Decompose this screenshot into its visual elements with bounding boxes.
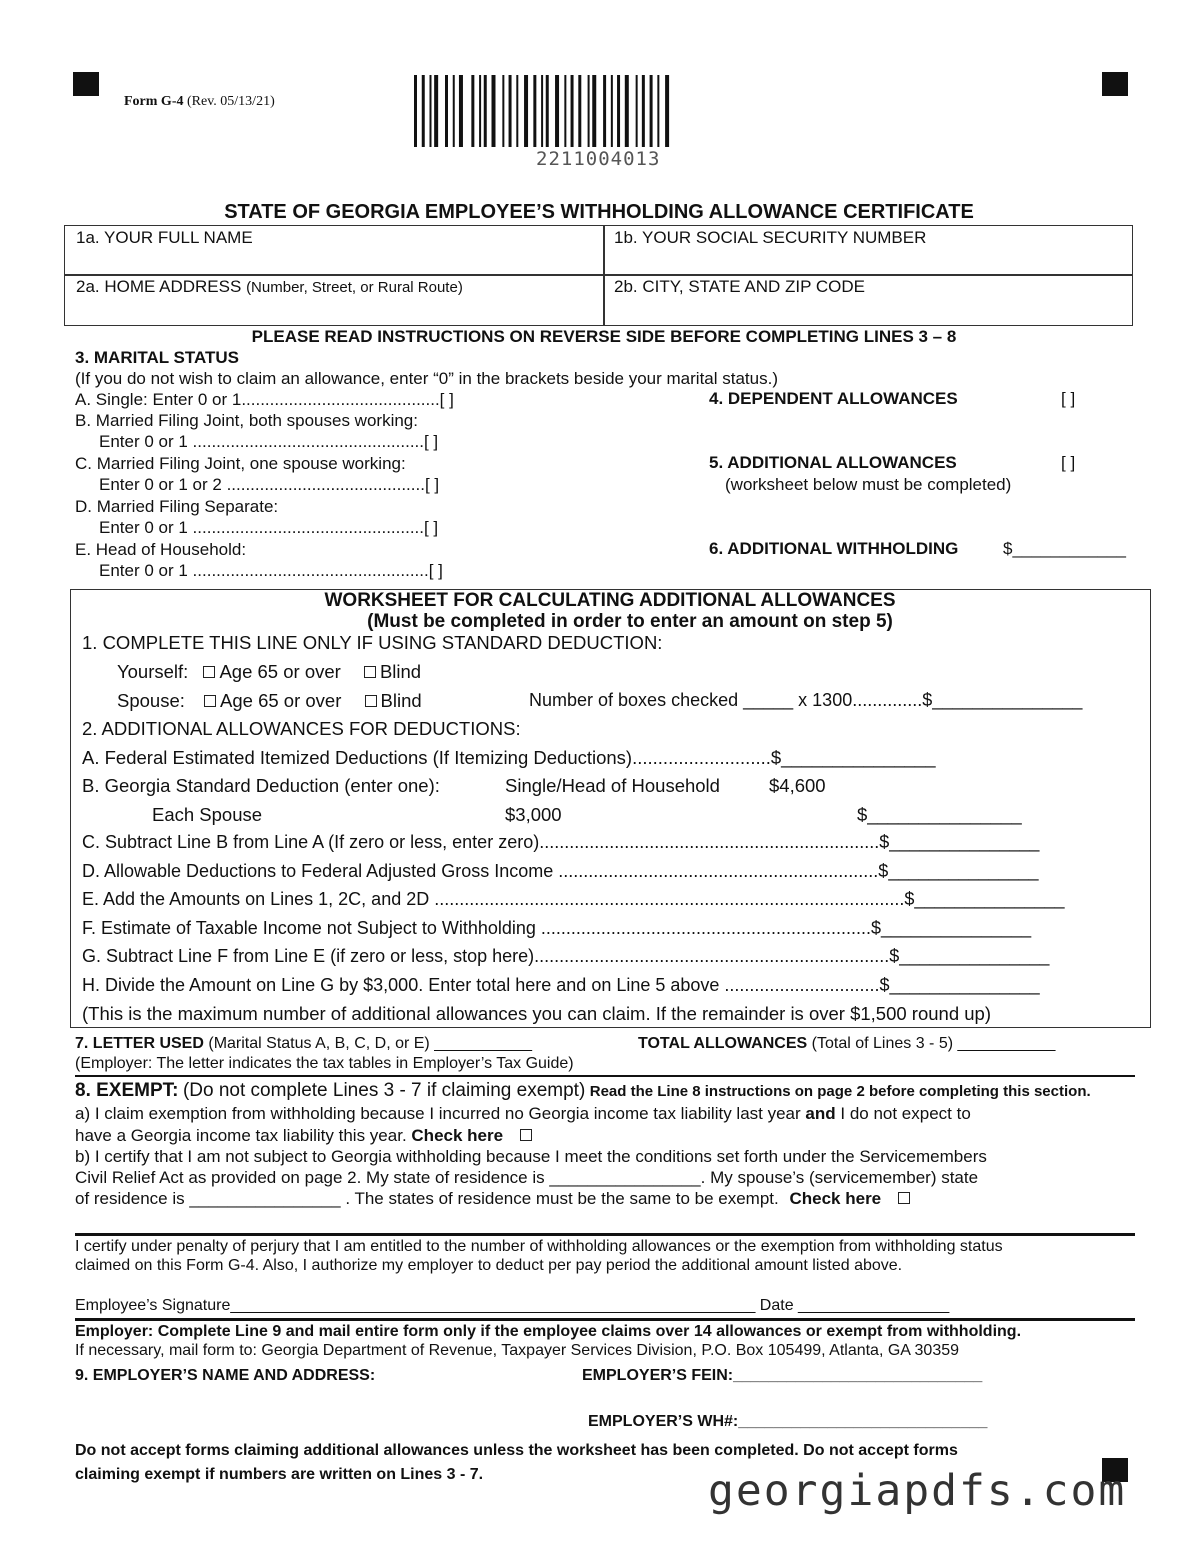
exempt-b-checkbox[interactable] bbox=[898, 1192, 910, 1204]
dependent-allowances-input[interactable]: [ ] bbox=[1061, 389, 1076, 408]
barcode-bar bbox=[471, 75, 474, 147]
worksheet-subtitle: (Must be completed in order to enter an amount on step 5) bbox=[367, 611, 893, 632]
watermark: georgiapdfs.com bbox=[708, 1466, 1127, 1516]
worksheet-line-2e[interactable]: E. Add the Amounts on Lines 1, 2C, and 2D ..............................................................................................$_______________ bbox=[82, 889, 1065, 909]
employer-name-address[interactable]: 9. EMPLOYER’S NAME AND ADDRESS: bbox=[75, 1367, 376, 1384]
employer-mail-address: If necessary, mail form to: Georgia Department of Revenue, Taxpayer Services Division, P.O. Box 105499, Atlanta, GA 30359 bbox=[75, 1342, 960, 1359]
letter-used-line[interactable]: 7. LETTER USED (Marital Status A, B, C, D, or E) ___________ bbox=[75, 1035, 533, 1052]
city-state-zip-field[interactable]: 2b. CITY, STATE AND ZIP CODE bbox=[614, 277, 865, 296]
additional-allowances-input[interactable]: [ ] bbox=[1061, 453, 1076, 472]
barcode-bar bbox=[502, 75, 504, 147]
barcode-bar bbox=[524, 75, 528, 147]
barcode-bar bbox=[650, 75, 653, 147]
barcode-bar bbox=[479, 75, 481, 147]
yourself-blind-checkbox[interactable] bbox=[364, 666, 376, 678]
marital-status-note: (If you do not wish to claim an allowance, enter “0” in the brackets beside your marital status.) bbox=[75, 369, 778, 388]
worksheet-line-2g[interactable]: G. Subtract Line F from Line E (if zero or less, stop here).......................................................................$_______________ bbox=[82, 946, 1050, 966]
worksheet-yourself-row: Yourself: Age 65 or over Blind bbox=[117, 661, 422, 682]
additional-withholding-label: 6. ADDITIONAL WITHHOLDING bbox=[709, 539, 959, 558]
barcode-bar bbox=[555, 75, 559, 147]
employer-warning-2: claiming exempt if numbers are written on Lines 3 - 7. bbox=[75, 1466, 484, 1483]
spouse-blind-checkbox[interactable] bbox=[365, 695, 377, 707]
barcode-bar bbox=[453, 75, 455, 147]
exempt-heading: 8. EXEMPT: (Do not complete Lines 3 - 7 if claiming exempt) Read the Line 8 instructions on page 2 before completing this section. bbox=[75, 1080, 1091, 1101]
employer-instruction: Employer: Complete Line 9 and mail entire form only if the employee claims over 14 allowances or exempt from withholding. bbox=[75, 1323, 1022, 1340]
barcode-bar bbox=[516, 75, 518, 147]
form-name: Form G-4 bbox=[124, 94, 184, 109]
worksheet-note: (This is the maximum number of additional allowances you can claim. If the remainder is over $1,500 round up) bbox=[82, 1003, 991, 1024]
dependent-allowances-label: 4. DEPENDENT ALLOWANCES bbox=[709, 389, 958, 408]
marital-mfs-label: D. Married Filing Separate: bbox=[75, 497, 279, 516]
worksheet-spouse-row: Spouse: Age 65 or over Blind bbox=[117, 690, 422, 711]
standard-each-spouse-amount: $3,000 bbox=[505, 804, 562, 825]
barcode-bar bbox=[564, 75, 566, 147]
additional-withholding-input[interactable]: $____________ bbox=[1003, 539, 1126, 558]
barcode-bar bbox=[541, 75, 543, 147]
marital-mfj-one[interactable]: Enter 0 or 1 or 2 ..........................................[ ] bbox=[99, 475, 440, 494]
marital-mfj-both-label: B. Married Filing Joint, both spouses working: bbox=[75, 411, 418, 430]
instructions-banner: PLEASE READ INSTRUCTIONS ON REVERSE SIDE BEFORE COMPLETING LINES 3 – 8 bbox=[251, 327, 957, 346]
ssn-field[interactable]: 1b. YOUR SOCIAL SECURITY NUMBER bbox=[614, 228, 927, 247]
barcode-bar bbox=[603, 75, 606, 147]
worksheet-line-2: 2. ADDITIONAL ALLOWANCES FOR DEDUCTIONS: bbox=[82, 718, 521, 739]
barcode-bar bbox=[657, 75, 659, 147]
exempt-b-line1: b) I certify that I am not subject to Georgia withholding because I meet the conditions set forth under the Servicemembers bbox=[75, 1147, 987, 1166]
barcode-bar bbox=[430, 75, 432, 147]
barcode-bar bbox=[588, 75, 590, 147]
marital-mfs[interactable]: Enter 0 or 1 .................................................[ ] bbox=[99, 518, 439, 537]
barcode-bar bbox=[445, 75, 448, 147]
exempt-b-line2[interactable]: Civil Relief Act as provided on page 2. My state of residence is ________________. My spouse’s (servicemember) state bbox=[75, 1168, 979, 1187]
exempt-b-line3[interactable]: of residence is ________________ . The states of residence must be the same to be exempt. Check here bbox=[75, 1189, 914, 1209]
standard-single: Single/Head of Household bbox=[505, 775, 720, 796]
employer-warning-1: Do not accept forms claiming additional allowances unless the worksheet has been completed. Do not accept forms bbox=[75, 1442, 958, 1459]
standard-each-spouse: Each Spouse bbox=[152, 804, 263, 825]
certify-line-1: I certify under penalty of perjury that I am entitled to the number of withholding allowances or the exemption from withholding status bbox=[75, 1238, 1003, 1255]
employer-wh[interactable]: EMPLOYER’S WH#:____________________________ bbox=[588, 1413, 988, 1430]
worksheet-line-2a[interactable]: A. Federal Estimated Itemized Deductions (If Itemizing Deductions)...........................$_______________ bbox=[82, 747, 936, 768]
letter-employer-note: (Employer: The letter indicates the tax tables in Employer’s Tax Guide) bbox=[75, 1055, 574, 1072]
barcode-bar bbox=[592, 75, 596, 147]
worksheet-line-2c[interactable]: C. Subtract Line B from Line A (If zero or less, enter zero)....................................................................$_______________ bbox=[82, 832, 1040, 852]
worksheet-title: WORKSHEET FOR CALCULATING ADDITIONAL ALLOWANCES bbox=[324, 590, 896, 611]
worksheet-line-2f[interactable]: F. Estimate of Taxable Income not Subject to Withholding ..................................................................$_______________ bbox=[82, 918, 1032, 938]
barcode-bar bbox=[578, 75, 581, 147]
registration-mark-top-right bbox=[1102, 72, 1128, 96]
barcode-bar bbox=[459, 75, 463, 147]
certify-line-2: claimed on this Form G-4. Also, I authorize my employer to deduct per pay period the additional amount listed above. bbox=[75, 1257, 903, 1274]
divider bbox=[75, 1233, 1135, 1236]
worksheet-line-2b-input[interactable]: $_______________ bbox=[857, 804, 1022, 825]
additional-allowances-note: (worksheet below must be completed) bbox=[725, 475, 1012, 494]
barcode-bar bbox=[546, 75, 549, 147]
marital-mfj-one-label: C. Married Filing Joint, one spouse working: bbox=[75, 454, 406, 473]
worksheet-line-1: 1. COMPLETE THIS LINE ONLY IF USING STANDARD DEDUCTION: bbox=[82, 632, 663, 653]
barcode-bar bbox=[642, 75, 645, 147]
barcode-bar bbox=[484, 75, 487, 147]
marital-mfj-both[interactable]: Enter 0 or 1 .................................................[ ] bbox=[99, 432, 439, 451]
barcode-bar bbox=[509, 75, 512, 147]
barcode-bar bbox=[414, 75, 417, 147]
exempt-a-line2: have a Georgia income tax liability this year. Check here bbox=[75, 1126, 536, 1146]
full-name-field[interactable]: 1a. YOUR FULL NAME bbox=[76, 228, 253, 247]
total-allowances-line[interactable]: TOTAL ALLOWANCES (Total of Lines 3 - 5) ___________ bbox=[638, 1035, 1056, 1052]
form-title: STATE OF GEORGIA EMPLOYEE’S WITHHOLDING ALLOWANCE CERTIFICATE bbox=[224, 201, 974, 223]
marital-single[interactable]: A. Single: Enter 0 or 1..........................................[ ] bbox=[75, 390, 454, 409]
barcode-number: 2211004013 bbox=[536, 148, 661, 170]
form-id bbox=[124, 94, 275, 110]
barcode-bar bbox=[636, 75, 638, 147]
marital-hoh-label: E. Head of Household: bbox=[75, 540, 247, 559]
barcode bbox=[414, 75, 804, 147]
personal-info-table bbox=[64, 225, 1133, 326]
marital-hoh[interactable]: Enter 0 or 1 ..................................................[ ] bbox=[99, 561, 443, 580]
yourself-age-checkbox[interactable] bbox=[203, 666, 215, 678]
worksheet-line-2b: B. Georgia Standard Deduction (enter one): bbox=[82, 775, 440, 796]
barcode-bar bbox=[665, 75, 669, 147]
marital-status-heading: 3. MARITAL STATUS bbox=[75, 348, 240, 367]
barcode-bar bbox=[533, 75, 536, 147]
home-address-field[interactable]: 2a. HOME ADDRESS (Number, Street, or Rural Route) bbox=[76, 277, 463, 296]
signature-line[interactable]: Employee’s Signature___________________________________________________________ Date _________________ bbox=[75, 1297, 950, 1314]
barcode-bar bbox=[492, 75, 496, 147]
divider bbox=[75, 1318, 1135, 1321]
additional-allowances-label: 5. ADDITIONAL ALLOWANCES bbox=[709, 453, 957, 472]
form-revision: (Rev. 05/13/21) bbox=[186, 94, 275, 109]
barcode-bar bbox=[611, 75, 613, 147]
registration-mark-top-left bbox=[73, 72, 99, 96]
barcode-bar bbox=[571, 75, 574, 147]
exempt-a-line1: a) I claim exemption from withholding because I incurred no Georgia income tax liability last year and I do not expect to bbox=[75, 1104, 971, 1123]
boxes-checked-line[interactable]: Number of boxes checked _____ x 1300..............$_______________ bbox=[529, 690, 1083, 710]
divider bbox=[75, 1075, 1135, 1077]
barcode-bar bbox=[625, 75, 629, 147]
barcode-bar bbox=[617, 75, 620, 147]
worksheet-line-2d[interactable]: D. Allowable Deductions to Federal Adjusted Gross Income ................................................................$_______________ bbox=[82, 861, 1039, 881]
exempt-a-checkbox[interactable] bbox=[520, 1129, 532, 1141]
barcode-bar bbox=[422, 75, 425, 147]
employer-fein[interactable]: EMPLOYER’S FEIN:____________________________ bbox=[582, 1367, 983, 1384]
barcode-bar bbox=[434, 75, 438, 147]
spouse-age-checkbox[interactable] bbox=[204, 695, 216, 707]
standard-single-amount: $4,600 bbox=[769, 775, 826, 796]
worksheet-line-2h[interactable]: H. Divide the Amount on Line G by $3,000. Enter total here and on Line 5 above ...............................$_______________ bbox=[82, 975, 1040, 995]
